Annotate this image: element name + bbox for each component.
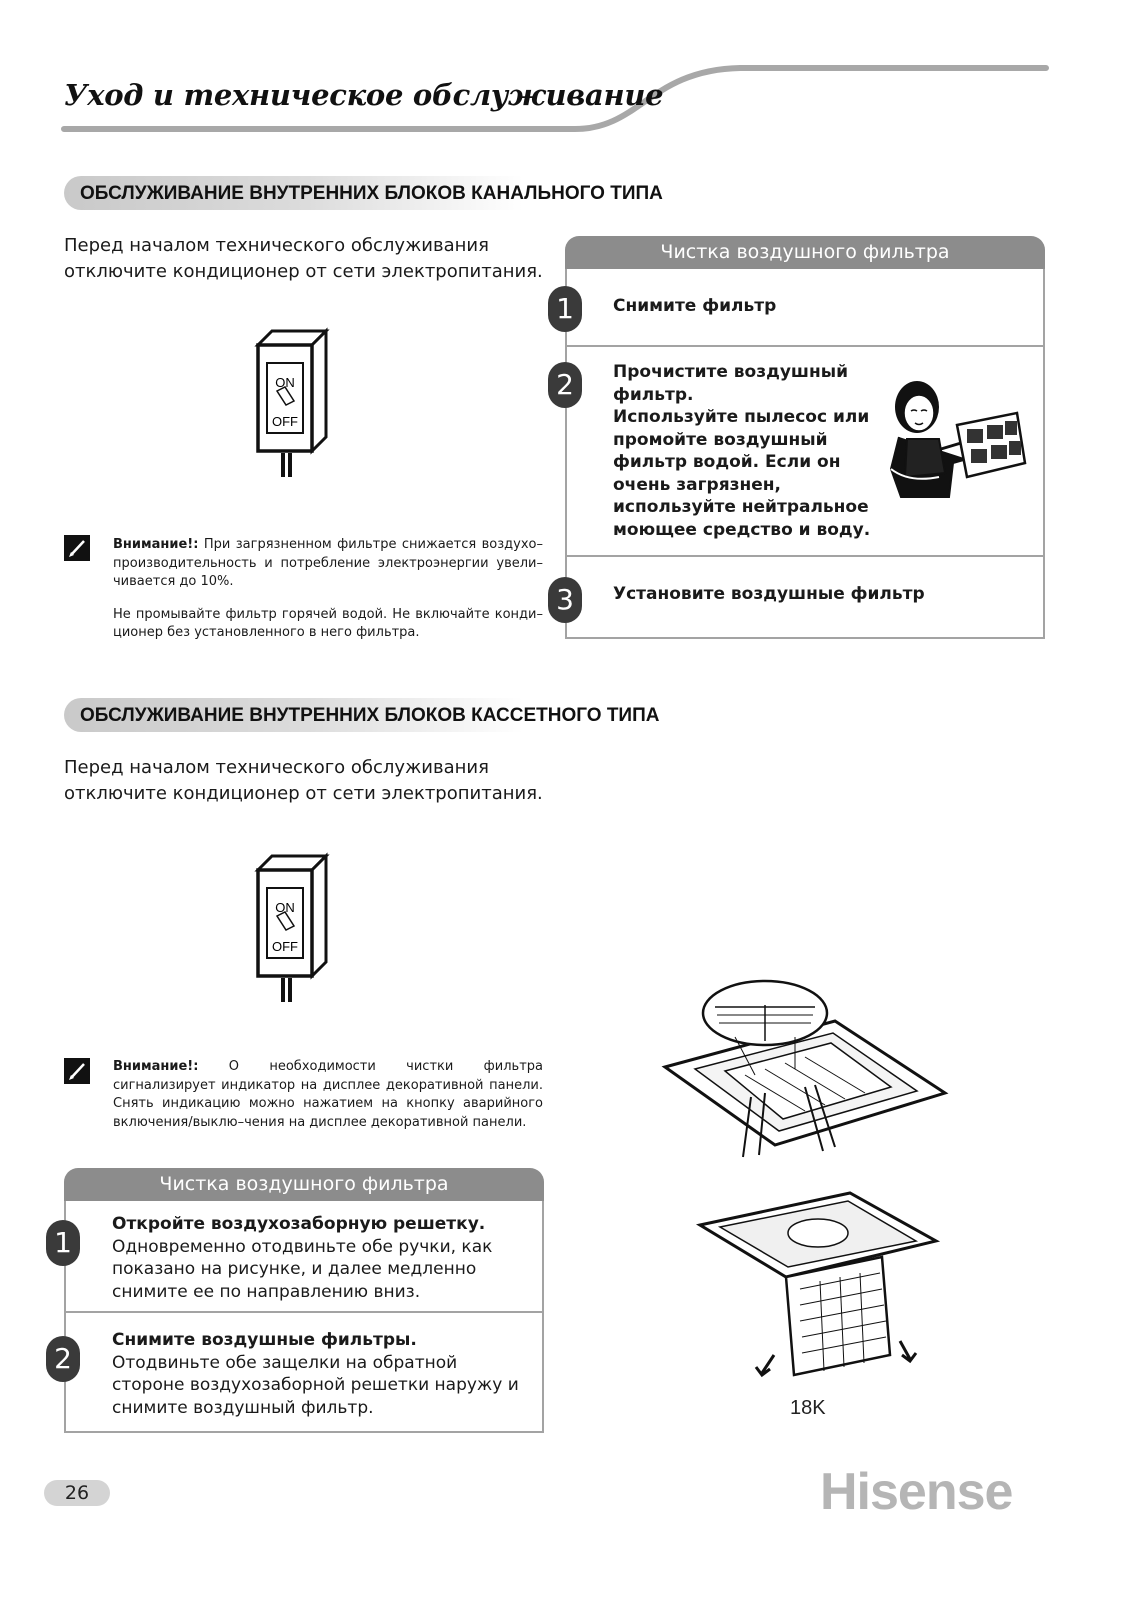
step-text bbox=[112, 1213, 522, 1303]
intro-line: отключите кондиционер от сети электропитания. bbox=[64, 783, 543, 804]
switch-off-label: OFF bbox=[272, 414, 298, 429]
step-title: Откройте воздухозаборную решетку. bbox=[112, 1214, 486, 1234]
brand-logo: Hisense bbox=[820, 1463, 1013, 1521]
step-text: Снимите фильтр bbox=[613, 296, 777, 316]
step-title: Снимите воздушные фильтры. bbox=[112, 1330, 417, 1350]
power-switch-illustration bbox=[250, 325, 340, 485]
warning-note-duct bbox=[113, 536, 543, 643]
warning-note-cassette bbox=[113, 1058, 543, 1132]
step-text bbox=[613, 361, 873, 541]
step-row-2 bbox=[66, 1311, 542, 1433]
step-number-badge: 2 bbox=[46, 1336, 80, 1382]
step-number-badge: 1 bbox=[46, 1220, 80, 1266]
section-title-cassette: ОБСЛУЖИВАНИЕ ВНУТРЕННИХ БЛОКОВ КАССЕТНОГО ТИПА bbox=[80, 705, 660, 726]
warning-label: Внимание!: bbox=[113, 1059, 199, 1074]
filter-cleaning-panel-duct bbox=[565, 236, 1045, 639]
warning-pen-icon bbox=[64, 535, 90, 561]
page-number: 26 bbox=[44, 1480, 110, 1506]
cassette-filter-removal-illustration bbox=[690, 1185, 950, 1390]
step-title: Прочистите воздушный фильтр. bbox=[613, 362, 849, 405]
intro-line: Перед началом технического обслуживания bbox=[64, 757, 489, 778]
section-title-duct: ОБСЛУЖИВАНИЕ ВНУТРЕННИХ БЛОКОВ КАНАЛЬНОГО ТИПА bbox=[80, 183, 663, 204]
figure-label: 18K bbox=[790, 1397, 826, 1419]
intro-cassette bbox=[64, 755, 544, 807]
intro-line: отключите кондиционер от сети электропитания. bbox=[64, 261, 543, 282]
step-text: Установите воздушные фильтр bbox=[613, 584, 925, 604]
step-number-badge: 3 bbox=[548, 577, 582, 623]
warning-text: О необходимости чистки фильтра сигнализирует индикатор на дисплее декоративной панели. Снять индикацию можно нажатием на кнопку аварийного включения/выклю–чения на дисплее декоративной панели. bbox=[113, 1059, 543, 1130]
step-number-badge: 2 bbox=[548, 362, 582, 408]
step-detail: Используйте пылесос или промойте воздушный фильтр водой. Если он очень загрязнен, используйте нейтральное моющее средство и воду. bbox=[613, 407, 871, 540]
warning-pen-icon bbox=[64, 1058, 90, 1084]
filter-cleaning-panel-cassette bbox=[64, 1168, 544, 1433]
intro-line: Перед началом технического обслуживания bbox=[64, 235, 489, 256]
cleaning-person-illustration bbox=[879, 373, 1029, 503]
step-number-badge: 1 bbox=[548, 286, 582, 332]
switch-on-label: ON bbox=[275, 900, 295, 915]
step-row-1 bbox=[66, 1201, 542, 1311]
cassette-grille-illustration bbox=[655, 975, 955, 1165]
switch-off-label: OFF bbox=[272, 939, 298, 954]
panel-title: Чистка воздушного фильтра bbox=[64, 1168, 544, 1201]
page-title: Уход и техническое обслуживание bbox=[64, 78, 664, 112]
section-header-cassette bbox=[64, 698, 660, 732]
warning-label: Внимание!: bbox=[113, 537, 199, 552]
warning-text-2: Не промывайте фильтр горячей водой. Не включайте конди–ционер без установленного в него фильтра. bbox=[113, 606, 543, 640]
step-row-3 bbox=[567, 555, 1043, 639]
header-decoration bbox=[0, 0, 1132, 150]
switch-on-label: ON bbox=[275, 375, 295, 390]
intro-duct bbox=[64, 233, 544, 285]
step-text bbox=[112, 1329, 532, 1419]
step-row-2 bbox=[567, 345, 1043, 557]
step-detail: Отодвиньте обе защелки на обратной стороне воздухозаборной решетки наружу и снимите воздушный фильтр. bbox=[112, 1352, 519, 1418]
warning-text: При загрязненном фильтре снижается воздухо–производительность и потребление электроэнергии увели–чивается до 10%. bbox=[113, 537, 543, 589]
step-detail: Одновременно отодвиньте обе ручки, как показано на рисунке, и далее медленно снимите ее по направлению вниз. bbox=[112, 1236, 493, 1302]
section-header-duct bbox=[64, 176, 663, 210]
panel-title: Чистка воздушного фильтра bbox=[565, 236, 1045, 269]
step-row-1 bbox=[567, 269, 1043, 345]
power-switch-illustration bbox=[250, 850, 340, 1010]
